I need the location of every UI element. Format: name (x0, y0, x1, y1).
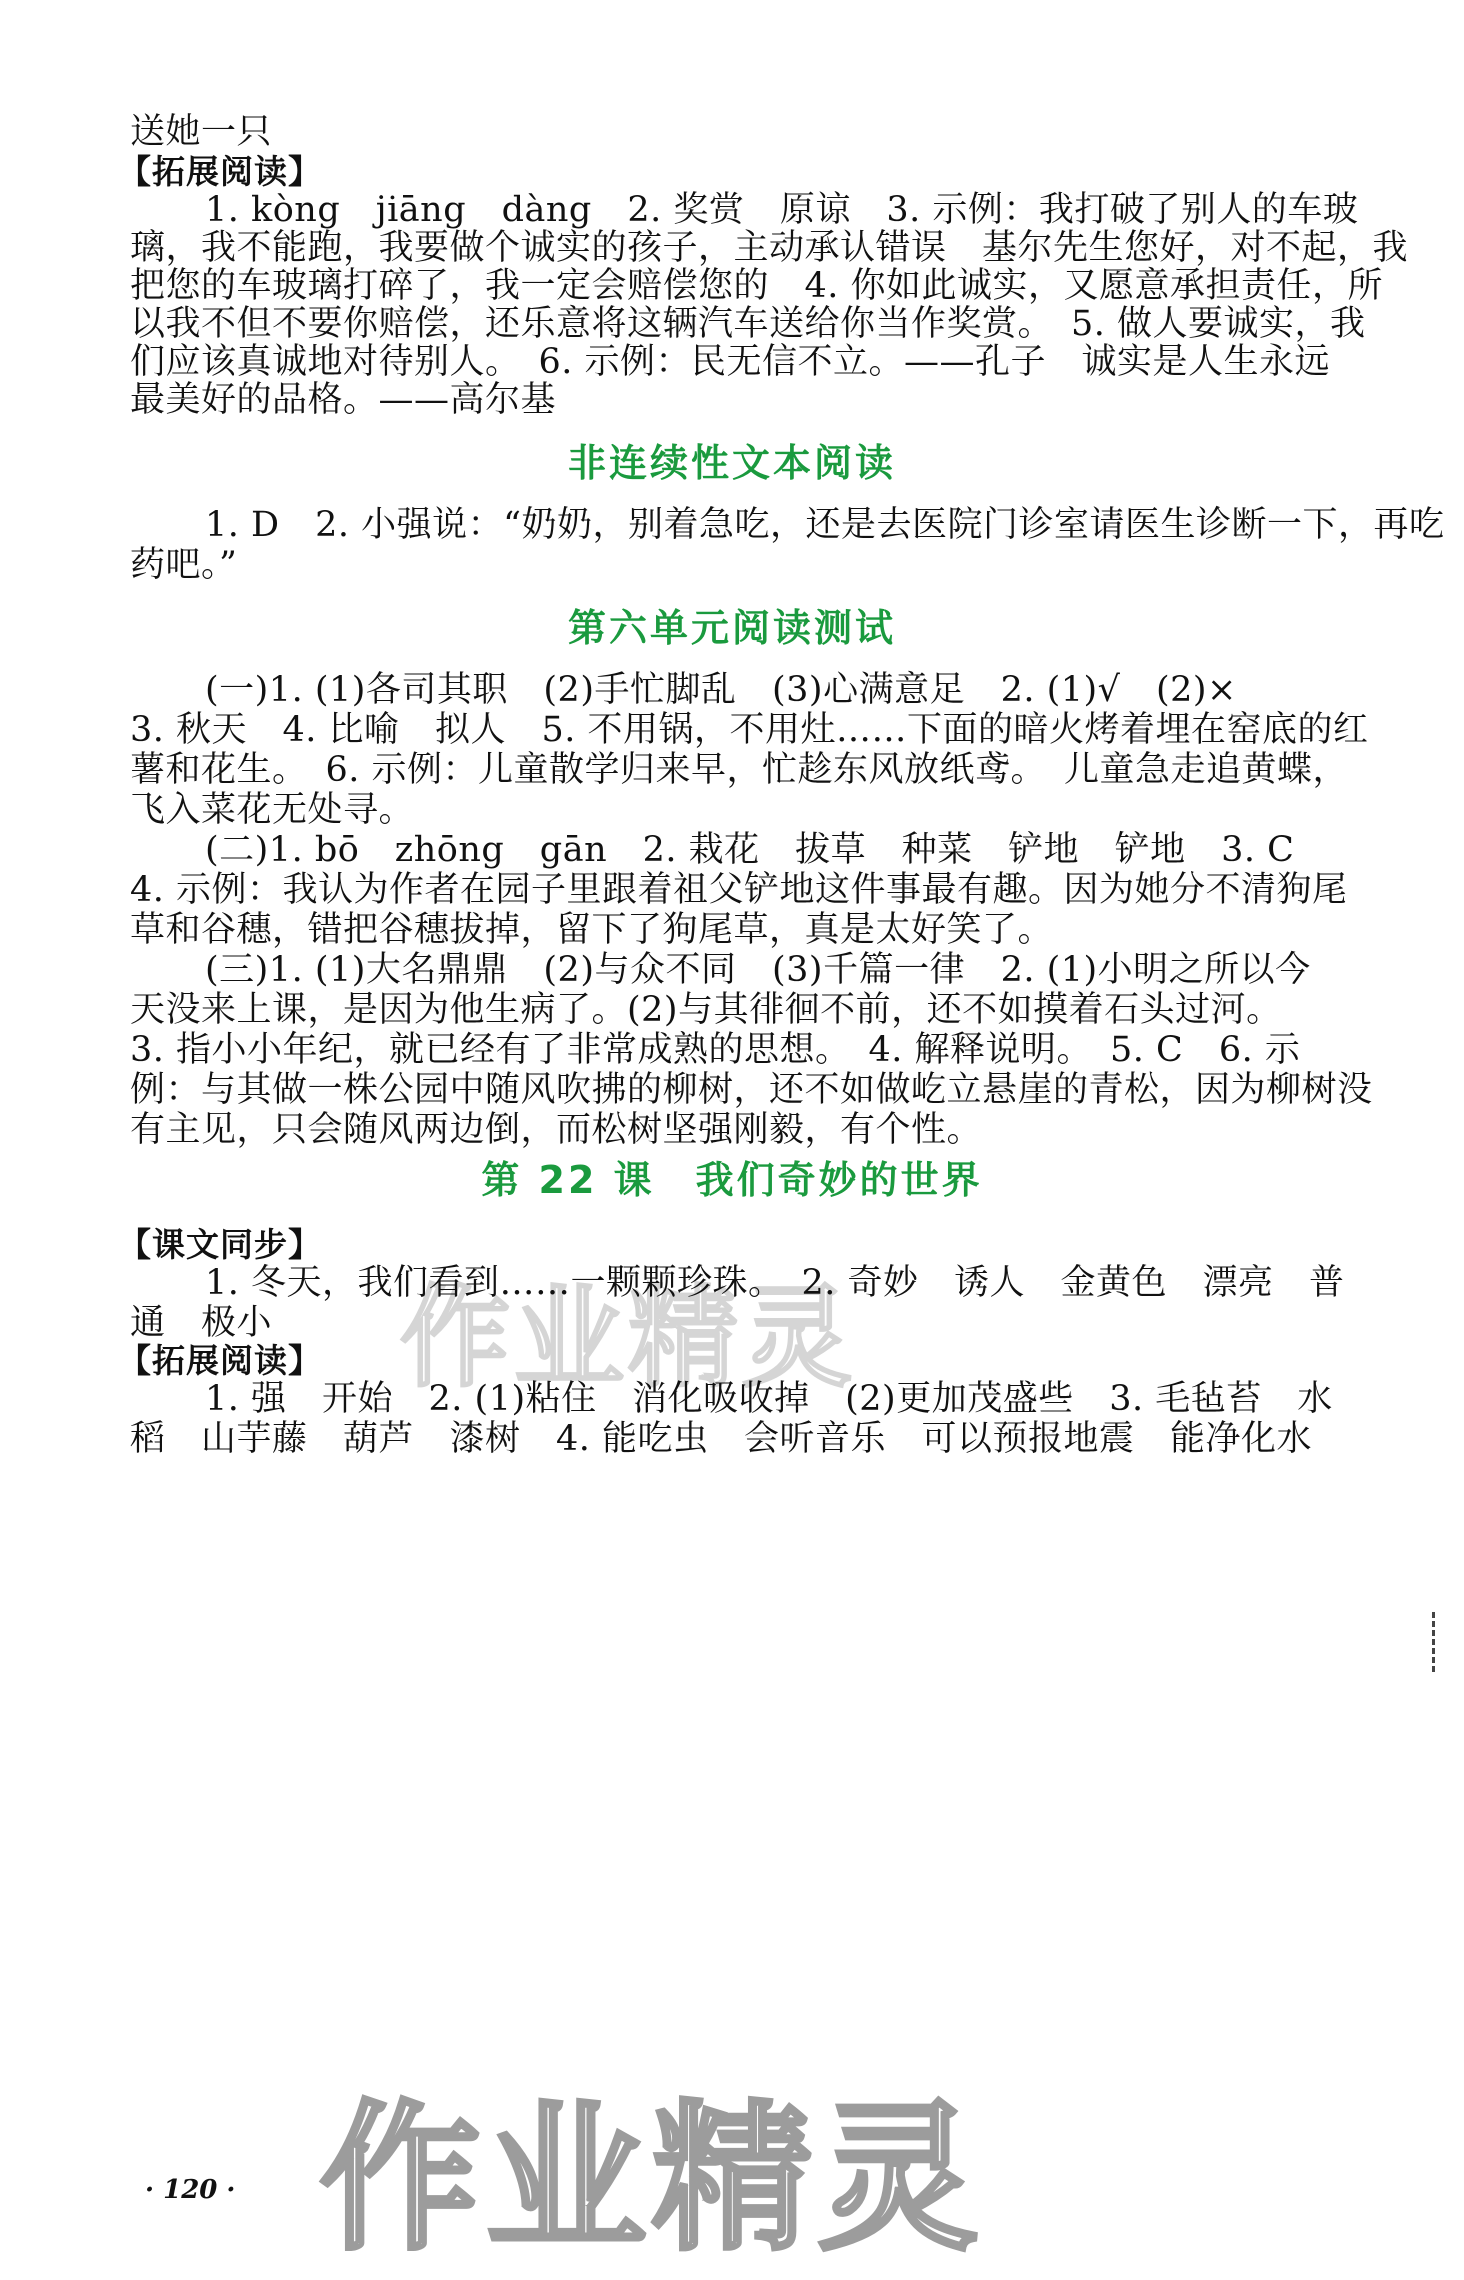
text-line: (三)1. (1)大名鼎鼎 (2)与众不同 (3)千篇一律 2. (1)小明之所以今 (205, 950, 1311, 990)
text-line: 通 极小 (130, 1303, 273, 1343)
section-tag-extended-reading: 【拓展阅读】 (118, 152, 322, 191)
section-title-noncontinuous-text: 非连续性文本阅读 (567, 441, 896, 485)
text-line: 例：与其做一株公园中随风吹拂的柳树，还不如做屹立悬崖的青松，因为柳树没 (130, 1070, 1373, 1110)
text-line: 天没来上课，是因为他生病了。(2)与其徘徊不前，还不如摸着石头过河。 (130, 990, 1282, 1030)
text-line: 以我不但不要你赔偿，还乐意将这辆汽车送给你当作奖赏。 5. 做人要诚实，我 (130, 304, 1366, 344)
text-line: 送她一只 (130, 112, 273, 152)
section-tag-text-sync: 【课文同步】 (118, 1225, 322, 1264)
text-line: 3. 秋天 4. 比喻 拟人 5. 不用锅，不用灶……下面的暗火烤着埋在窑底的红 (130, 710, 1369, 750)
text-line: 药吧。” (130, 545, 238, 585)
watermark: 作业精灵 (320, 2085, 985, 2272)
text-line: 有主见，只会随风两边倒，而松树坚强刚毅，有个性。 (130, 1110, 983, 1150)
text-line: 璃，我不能跑，我要做个诚实的孩子，主动承认错误 基尔先生您好，对不起，我 (130, 228, 1409, 268)
watermark-faint: 作业精灵 (400, 1274, 856, 1402)
section-title-lesson-22: 第 22 课 我们奇妙的世界 (481, 1158, 983, 1202)
section-title-unit-six-test: 第六单元阅读测试 (567, 606, 896, 650)
text-line: 们应该真诚地对待别人。 6. 示例：民无信不立。——孔子 诚实是人生永远 (130, 342, 1331, 382)
text-line: (一)1. (1)各司其职 (2)手忙脚乱 (3)心满意足 2. (1)√ (2)× (205, 670, 1237, 710)
text-line: 飞入菜花无处寻。 (130, 790, 415, 830)
text-line: 薯和花生。 6. 示例：儿童散学归来早，忙趁东风放纸鸢。 儿童急走追黄蝶， (130, 750, 1349, 790)
text-line: (二)1. bō zhōng gān 2. 栽花 拔草 种菜 铲地 铲地 3. C (205, 830, 1295, 870)
text-line: 草和谷穗，错把谷穗拔掉，留下了狗尾草，真是太好笑了。 (130, 910, 1054, 950)
text-line: 稻 山芋藤 葫芦 漆树 4. 能吃虫 会听音乐 可以预报地震 能净化水 (130, 1419, 1313, 1459)
text-line: 最美好的品格。——高尔基 (130, 380, 557, 420)
text-line: 3. 指小小年纪，就已经有了非常成熟的思想。 4. 解释说明。 5. C 6. 示 (130, 1030, 1301, 1070)
page-number: · 120 · (145, 2175, 236, 2205)
text-line: 4. 示例：我认为作者在园子里跟着祖父铲地这件事最有趣。因为她分不清狗尾 (130, 870, 1348, 910)
text-line: 1. D 2. 小强说：“奶奶，别着急吃，还是去医院门诊室请医生诊断一下，再吃 (205, 505, 1445, 545)
text-line: 1. kòng jiāng dàng 2. 奖赏 原谅 3. 示例：我打破了别人的车玻 (205, 190, 1359, 230)
text-line: 1. 强 开始 2. (1)粘住 消化吸收掉 (2)更加茂盛些 3. 毛毡苔 水 (205, 1379, 1333, 1419)
text-line: 把您的车玻璃打碎了，我一定会赔偿您的 4. 你如此诚实，又愿意承担责任，所 (130, 266, 1384, 306)
binding-mark (1432, 1612, 1439, 1672)
text-line: 1. 冬天，我们看到……一颗颗珍珠。 2. 奇妙 诱人 金黄色 漂亮 普 (205, 1263, 1345, 1303)
section-tag-extended-reading: 【拓展阅读】 (118, 1341, 322, 1380)
